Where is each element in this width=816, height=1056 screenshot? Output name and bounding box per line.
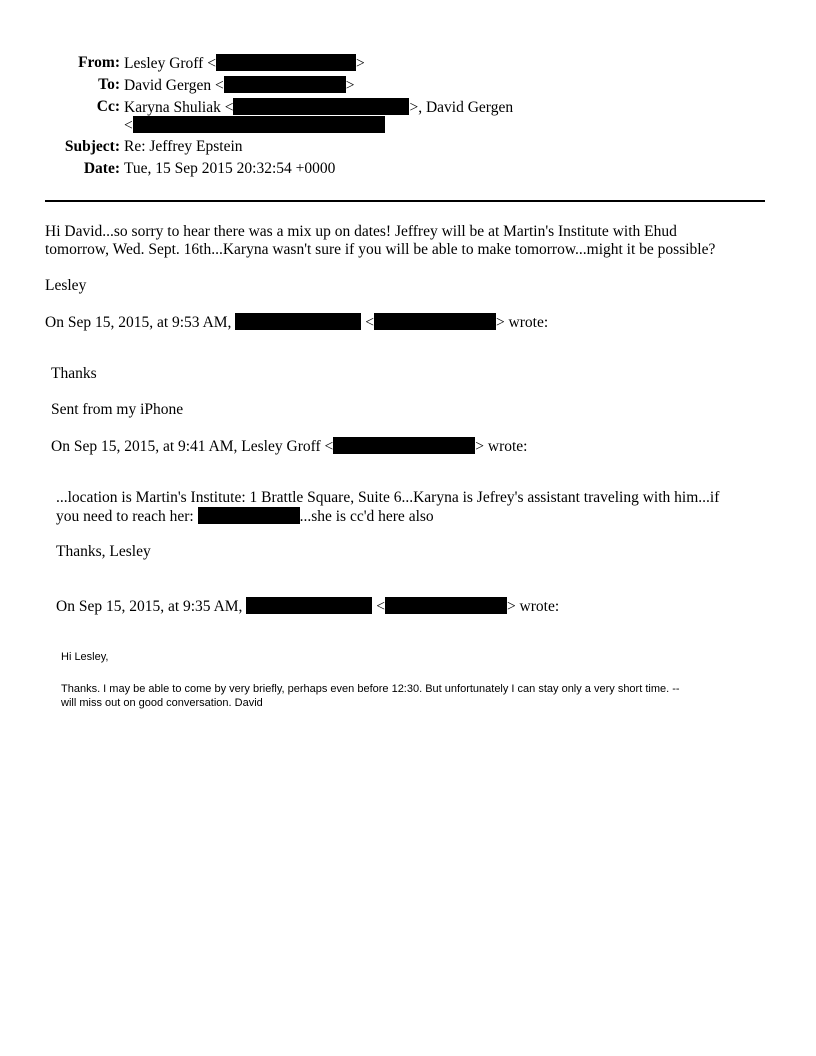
reply1-thanks: Thanks xyxy=(51,365,97,382)
body-para1-line1: Hi David...so sorry to hear there was a mix up on dates! Jeffrey will be at Martin's Institute with Ehud xyxy=(45,223,677,240)
header-divider xyxy=(45,200,765,202)
cc-value: Karyna Shuliak < >, David Gergen xyxy=(124,99,514,116)
date-label: Date: xyxy=(83,160,120,177)
redacted-name xyxy=(235,313,361,330)
reply3-greeting: Hi Lesley, xyxy=(61,651,109,663)
reply2-line1: ...location is Martin's Institute: 1 Brattle Square, Suite 6...Karyna is Jefrey's assistant traveling with him...if xyxy=(56,489,720,506)
body-para1-line2: tomorrow, Wed. Sept. 16th...Karyna wasn't sure if you will be able to make tomorrow...might it be possible? xyxy=(45,241,716,258)
to-label: To: xyxy=(98,76,120,93)
reply1-sent-from: Sent from my iPhone xyxy=(51,401,184,418)
subject-label: Subject: xyxy=(64,138,120,155)
subject-value: Re: Jeffrey Epstein xyxy=(124,138,243,155)
from-name: Lesley Groff xyxy=(124,55,204,72)
redacted-email xyxy=(385,597,507,614)
reply2-line2: you need to reach her: ...she is cc'd here also xyxy=(56,508,434,525)
redacted-email xyxy=(133,116,385,133)
reply3-line1: Thanks. I may be able to come by very briefly, perhaps even before 12:30. But unfortunately I can stay only a very short time. -- xyxy=(61,683,680,695)
redacted-email xyxy=(224,76,346,93)
cc-label: Cc: xyxy=(96,98,120,115)
redacted-email xyxy=(233,98,409,115)
redacted-phone xyxy=(198,507,300,524)
to-name: David Gergen xyxy=(124,77,212,94)
redacted-email xyxy=(333,437,475,454)
quote1-attribution: On Sep 15, 2015, at 9:53 AM, < > wrote: xyxy=(45,314,549,331)
cc-value-cont: < xyxy=(124,116,385,135)
redacted-email xyxy=(216,54,356,71)
quote2-attribution: On Sep 15, 2015, at 9:41 AM, Lesley Groff < > wrote: xyxy=(51,438,528,455)
from-value: Lesley Groff < > xyxy=(124,55,365,72)
body-signoff: Lesley xyxy=(45,277,87,294)
redacted-email xyxy=(374,313,496,330)
redacted-name xyxy=(246,597,372,614)
quote3-attribution: On Sep 15, 2015, at 9:35 AM, < > wrote: xyxy=(56,598,560,615)
date-value: Tue, 15 Sep 2015 20:32:54 +0000 xyxy=(124,160,336,177)
cc-name-1: Karyna Shuliak xyxy=(124,99,221,116)
reply3-line2: will miss out on good conversation. David xyxy=(61,697,263,709)
from-label: From: xyxy=(78,54,120,71)
to-value: David Gergen < > xyxy=(124,77,355,94)
cc-name-2: , David Gergen xyxy=(418,99,514,116)
reply2-thanks: Thanks, Lesley xyxy=(56,543,151,560)
